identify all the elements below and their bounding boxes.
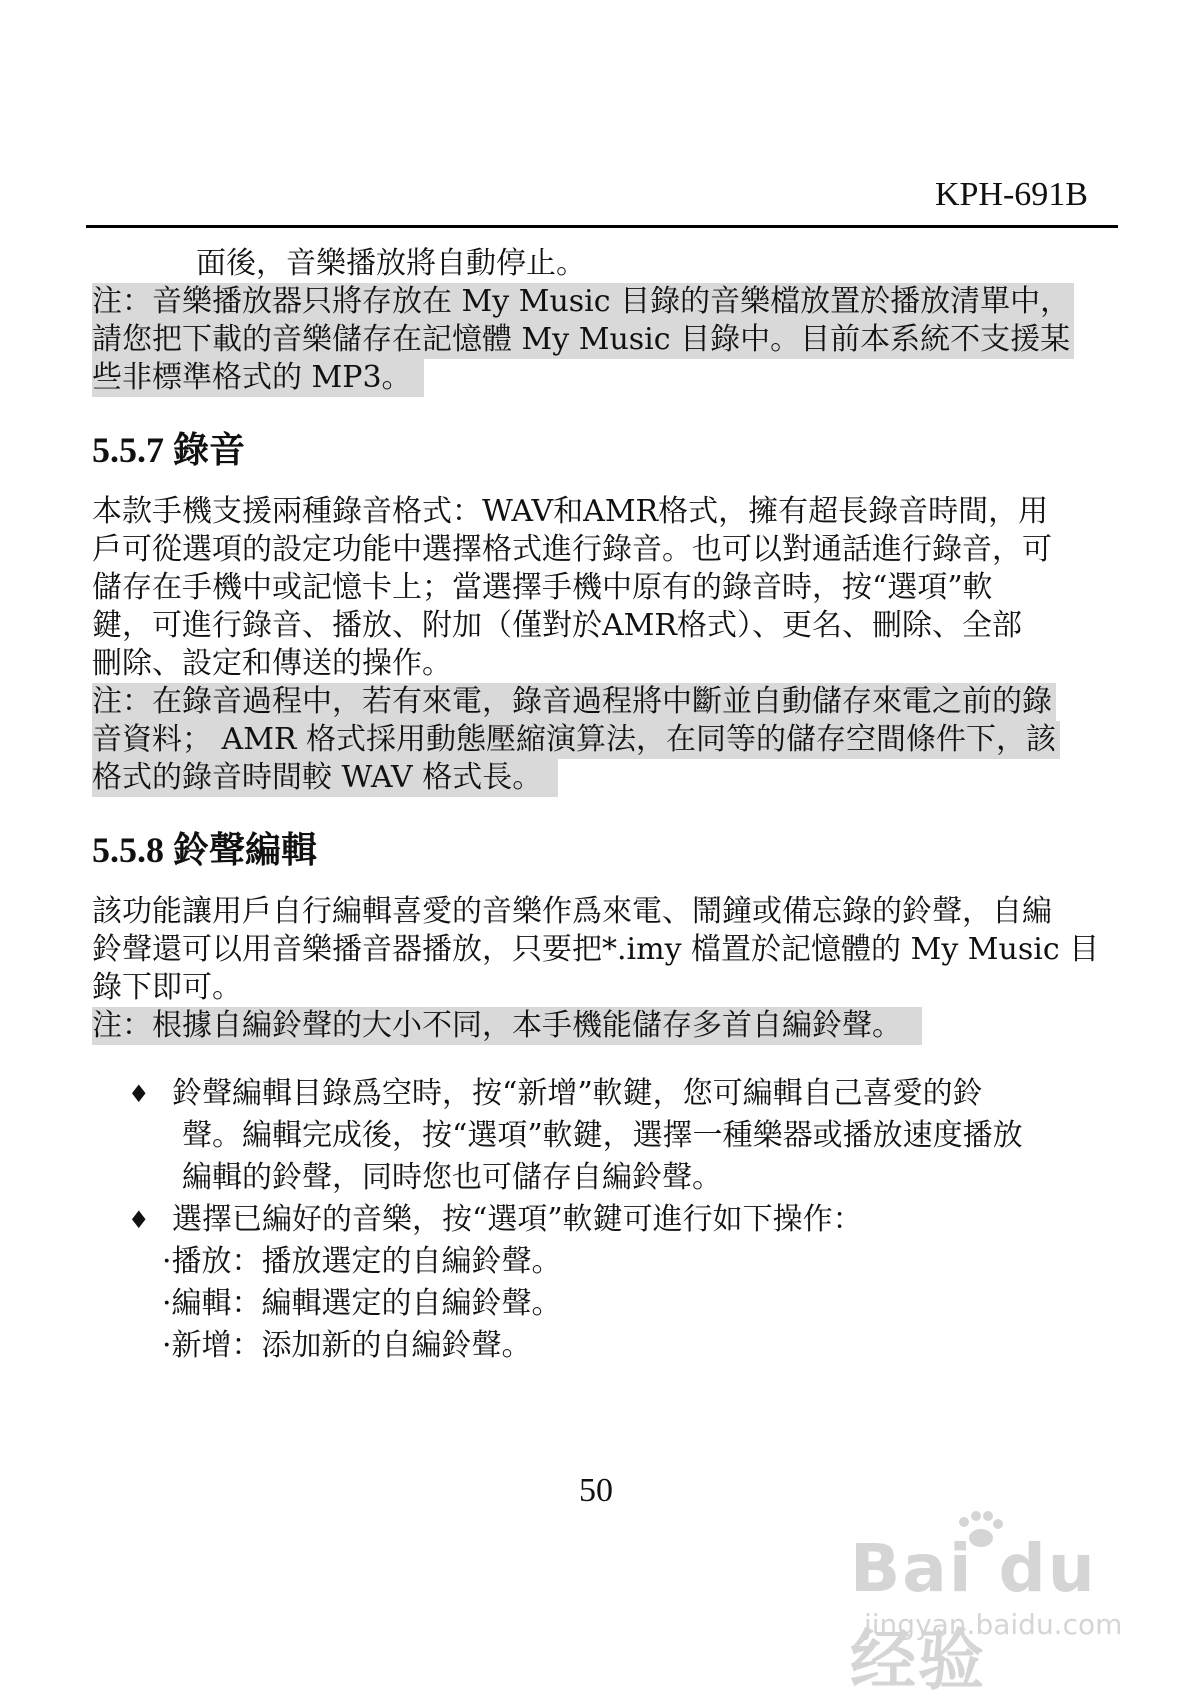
note-line: 格式的錄音時間較 WAV 格式長。: [92, 759, 558, 797]
note-line: 注：音樂播放器只將存放在 My Music 目錄的音樂檔放置於播放清單中，: [92, 283, 1074, 321]
header-rule: [86, 225, 1118, 228]
page-content: [92, 245, 1114, 1367]
note-recording: [92, 683, 1114, 797]
baidu-watermark: [850, 1510, 1123, 1699]
note-ringtone: [92, 1007, 1114, 1045]
text-line: 鍵，可進行錄音、播放、附加（僅對於AMR格式）、更名、刪除、全部: [92, 608, 1022, 643]
section-heading-recording: 5.5.7 錄音: [92, 430, 246, 470]
watermark-brand: Bai du 经验: [850, 1530, 1097, 1699]
note-line: 注：根據自編鈴聲的大小不同，本手機能儲存多首自編鈴聲。: [92, 1007, 922, 1045]
bullet-line: 鈴聲編輯目錄爲空時，按“新增”軟鍵，您可編輯自己喜愛的鈴: [172, 1076, 983, 1111]
ringtone-paragraph: [92, 893, 1114, 1007]
text-line: 鈴聲還可以用音樂播音器播放，只要把*.imy 檔置於記憶體的 My Music 目: [92, 932, 1100, 967]
bullet-line: 聲。編輯完成後，按“選項”軟鍵，選擇一種樂器或播放速度播放: [182, 1118, 1023, 1153]
note-music-player: [92, 283, 1114, 397]
bullet-line: 選擇已編好的音樂，按“選項”軟鍵可進行如下操作：: [172, 1202, 863, 1237]
document-model-number: KPH-691B: [934, 176, 1088, 213]
bullet-line: 編輯的鈴聲，同時您也可儲存自編鈴聲。: [182, 1160, 722, 1195]
paragraph-continuation: 面後，音樂播放將自動停止。: [196, 246, 586, 281]
text-line: 該功能讓用戶自行編輯喜愛的音樂作爲來電、鬧鐘或備忘錄的鈴聲，自編: [92, 894, 1052, 929]
note-line: 注：在錄音過程中，若有來電，錄音過程將中斷並自動儲存來電之前的錄: [92, 683, 1056, 721]
sub-item-add: ·新增：添加新的自編鈴聲。: [162, 1328, 532, 1363]
sub-item-edit: ·編輯：編輯選定的自編鈴聲。: [162, 1286, 562, 1321]
text-line: 錄下即可。: [92, 970, 242, 1005]
bullet-item: [92, 1073, 1114, 1199]
diamond-bullet-icon: ♦: [128, 1206, 150, 1234]
watermark-url: jingyan.baidu.com: [864, 1608, 1123, 1641]
text-line: 戶可從選項的設定功能中選擇格式進行錄音。也可以對通話進行錄音，可: [92, 532, 1052, 567]
diamond-bullet-icon: ♦: [128, 1080, 150, 1108]
sub-item-play: ·播放：播放選定的自編鈴聲。: [162, 1244, 562, 1279]
note-line: 音資料； AMR 格式採用動態壓縮演算法，在同等的儲存空間條件下，該: [92, 721, 1060, 759]
text-line: 本款手機支援兩種錄音格式：WAV和AMR格式，擁有超長錄音時間，用: [92, 494, 1049, 529]
section-heading-ringtone-editor: 5.5.8 鈴聲編輯: [92, 830, 318, 870]
text-line: 儲存在手機中或記憶卡上；當選擇手機中原有的錄音時，按“選項”軟: [92, 570, 993, 605]
page-number: 50: [579, 1472, 613, 1509]
bullet-item: [92, 1199, 1114, 1241]
note-line: 些非標準格式的 MP3。: [92, 359, 424, 397]
note-line: 請您把下載的音樂儲存在記憶體 My Music 目錄中。目前本系統不支援某: [92, 321, 1074, 359]
recording-paragraph: [92, 493, 1114, 683]
text-line: 刪除、設定和傳送的操作。: [92, 646, 452, 681]
